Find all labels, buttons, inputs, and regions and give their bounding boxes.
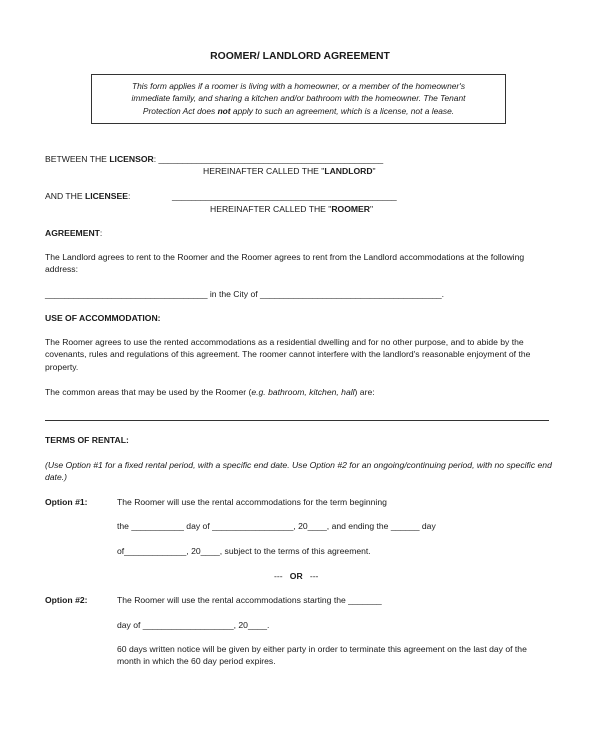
licensee-line: AND THE LICENSEE:: [45, 191, 131, 201]
option1-line-1: The Roomer will use the rental accommodations for the term beginning: [117, 497, 387, 507]
common-areas-blank-line[interactable]: [45, 420, 549, 421]
agreement-text: The Landlord agrees to rent to the Roomer and the Roomer agrees to rent from the Landlord accommodations at the following address:: [45, 252, 525, 275]
option2-line-2[interactable]: day of ___________________, 20____.: [117, 620, 270, 630]
option2-line-3: 60 days written notice will be given by either party in order to terminate this agreement on the last day of the month in which the 60 day period expires.: [117, 644, 527, 667]
notice-line-1: This form applies if a roomer is living with a homeowner, or a member of the homeowner's: [131, 81, 466, 91]
document-title: ROOMER/ LANDLORD AGREEMENT: [210, 51, 390, 62]
licensor-called: HEREINAFTER CALLED THE "LANDLORD": [203, 166, 376, 176]
or-separator: --- OR ---: [274, 571, 319, 581]
terms-heading: TERMS OF RENTAL:: [45, 435, 129, 445]
option1-line-3[interactable]: of_____________, 20____, subject to the terms of this agreement.: [117, 546, 371, 556]
option2-line-1[interactable]: The Roomer will use the rental accommodations starting the _______: [117, 595, 382, 605]
licensee-called: HEREINAFTER CALLED THE "ROOMER": [210, 204, 374, 214]
common-areas-line: The common areas that may be used by the Roomer (e.g. bathroom, kitchen, hall) are:: [45, 387, 375, 397]
licensor-label: LICENSOR: [109, 154, 154, 164]
licensee-label: LICENSEE: [84, 191, 128, 201]
use-text: The Roomer agrees to use the rented accommodations as a residential dwelling and for no other purpose, and to abide by the covenants, rules and regulations of this agreement. The roomer cannot interfere with the landlord's reasonable enjoyment of the property.: [45, 337, 531, 372]
notice-box: [91, 74, 506, 124]
terms-instructions: (Use Option #1 for a fixed rental period, with a specific end date. Use Option #2 for an ongoing/continuing period, with no specific end date.): [45, 460, 552, 483]
option2-label: Option #2:: [45, 595, 88, 605]
agreement-heading: AGREEMENT:: [45, 228, 103, 238]
licensor-line: BETWEEN THE LICENSOR: _______________________________________________: [45, 154, 384, 164]
option1-label: Option #1:: [45, 497, 88, 507]
notice-emphasis: not: [217, 105, 231, 116]
licensee-blank[interactable]: _______________________________________________: [172, 191, 397, 201]
notice-line-3: Protection Act does not apply to such an agreement, which is a license, not a lease.: [142, 105, 455, 116]
licensor-blank[interactable]: : _______________________________________________: [153, 154, 384, 164]
address-line[interactable]: __________________________________ in the City of ______________________________________.: [45, 289, 445, 299]
option1-line-2[interactable]: the ___________ day of _________________, 20____, and ending the ______ day: [117, 521, 436, 531]
notice-line-2: immediate family, and sharing a kitchen and/or bathroom with the homeowner. The Tenant: [131, 93, 466, 104]
use-heading: USE OF ACCOMMODATION:: [45, 313, 161, 323]
